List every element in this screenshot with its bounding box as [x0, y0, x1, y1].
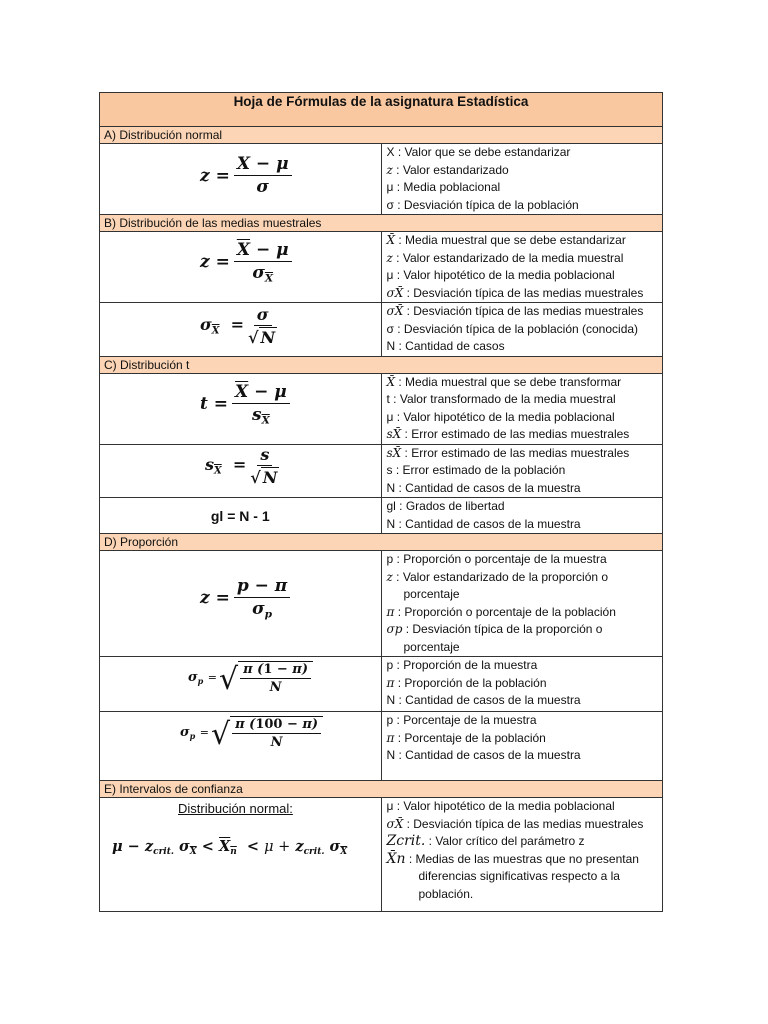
desc-row: σX̄ : Desviación típica de las medias muestrales [386, 304, 644, 318]
section-e-header: E) Intervalos de confianza [100, 781, 663, 798]
desc-row: Zcrit. : Valor crítico del parámetro z [386, 833, 585, 849]
desc-a1 [381, 144, 663, 215]
desc-row: σ : Desviación típica de la población (conocida) [386, 321, 639, 336]
desc-c3 [381, 498, 663, 534]
desc-e1 [381, 798, 663, 912]
desc-row: porcentaje [403, 639, 460, 654]
desc-row: σX̄ : Desviación típica de las medias muestrales [386, 816, 644, 831]
desc-row: π : Proporción o porcentaje de la población [386, 604, 616, 619]
formula-s-x-bar: $s_{\overline{X}}$ = s √ N [100, 444, 382, 498]
desc-row: p : Porcentaje de la muestra [386, 713, 537, 727]
desc-d3 [381, 712, 663, 781]
desc-b2 [381, 303, 663, 357]
desc-row: sX̄ : Error estimado de las medias muestrales [386, 427, 630, 441]
formula-z-sample-mean: z = $\frac{\overline{X} - \mu}{\sigma_{\overline{X}}}$ [100, 232, 382, 303]
formula-sigma-p-percentage: $\sigma_p$ = √ $\frac{\pi (100 - \pi)}{N}$ [100, 712, 382, 781]
sheet-title: Hoja de Fórmulas de la asignatura Estadística [100, 93, 663, 127]
formula-sigma-p-proportion: $\sigma_p$ = √ $\frac{\pi (1 - \pi)}{N}$ [100, 657, 382, 712]
desc-row: z : Valor estandarizado de la proporción o [386, 569, 609, 584]
desc-row: z : Valor estandarizado [386, 162, 509, 177]
desc-row: sX̄ : Error estimado de las medias muestrales [386, 445, 630, 460]
desc-row: π : Porcentaje de la población [386, 730, 546, 745]
desc-d2 [381, 657, 663, 712]
desc-row: σX̄ : Desviación típica de las medias muestrales [386, 285, 644, 300]
section-b-header: B) Distribución de las medias muestrales [100, 215, 663, 232]
desc-row: z : Valor estandarizado de la media muestral [386, 250, 624, 265]
desc-row: s : Error estimado de la población [386, 463, 566, 477]
normal-dist-label: Distribución normal: [178, 801, 293, 816]
desc-row: N : Cantidad de casos de la muestra [386, 748, 581, 762]
formula-t: t = $\frac{\overline{X} - \mu}{s_{\overline{X}}}$ [100, 373, 382, 444]
formula-z-normal: z = $\frac{X - \mu}{\sigma}$ [100, 144, 382, 215]
desc-d1 [381, 551, 663, 657]
desc-row: t : Valor transformado de la media muestral [386, 392, 616, 406]
formula-table [99, 92, 663, 912]
desc-row: diferencias significativas respecto a la [418, 869, 620, 883]
desc-b1 [381, 232, 663, 303]
desc-row: σp : Desviación típica de la proporción o [386, 622, 603, 636]
desc-row: N : Cantidad de casos [386, 339, 505, 353]
desc-row: X̄ : Media muestral que se debe transformar [386, 374, 622, 389]
desc-row: N : Cantidad de casos de la muestra [386, 516, 581, 531]
formula-gl: gl = N - 1 [100, 498, 382, 534]
desc-row: σ : Desviación típica de la población [386, 197, 579, 212]
desc-row: μ : Valor hipotético de la media poblacional [386, 799, 615, 813]
desc-row: población. [418, 886, 474, 901]
desc-c1 [381, 373, 663, 444]
desc-row: gl : Grados de libertad [386, 499, 505, 513]
formula-sheet [99, 92, 663, 912]
desc-row: p : Proporción de la muestra [386, 658, 538, 672]
desc-row: μ : Valor hipotético de la media poblacional [386, 409, 615, 424]
desc-c2 [381, 444, 663, 498]
desc-row: X̄ : Media muestral que se debe estandarizar [386, 233, 626, 247]
desc-row: μ : Valor hipotético de la media poblacional [386, 268, 615, 282]
desc-row: N : Cantidad de casos de la muestra [386, 693, 581, 707]
desc-row: π : Proporción de la población [386, 675, 547, 690]
formula-sigma-x-bar: $\sigma_{\overline{X}}$ = σ √ N [100, 303, 382, 357]
desc-row: μ : Media poblacional [386, 180, 501, 194]
desc-row: N : Cantidad de casos de la muestra [386, 480, 581, 495]
formula-z-proportion: z = $\frac{p - \pi}{\sigma_p}$ [100, 551, 382, 657]
desc-row: porcentaje [403, 587, 460, 601]
section-d-header: D) Proporción [100, 534, 663, 551]
formula-confidence-interval: Distribución normal: $\mu - z_{crit.}$ $\sigma_{\overline{X}} < X_n < \mu + z_{crit.}$ $\sigma_{\overline{X}}$ [100, 798, 382, 912]
desc-row: X : Valor que se debe estandarizar [386, 145, 571, 159]
desc-row: X̄n : Medias de las muestras que no presentan [386, 850, 639, 867]
desc-row: p : Proporción o porcentaje de la muestra [386, 552, 607, 566]
section-a-header: A) Distribución normal [100, 127, 663, 144]
section-c-header: C) Distribución t [100, 356, 663, 373]
